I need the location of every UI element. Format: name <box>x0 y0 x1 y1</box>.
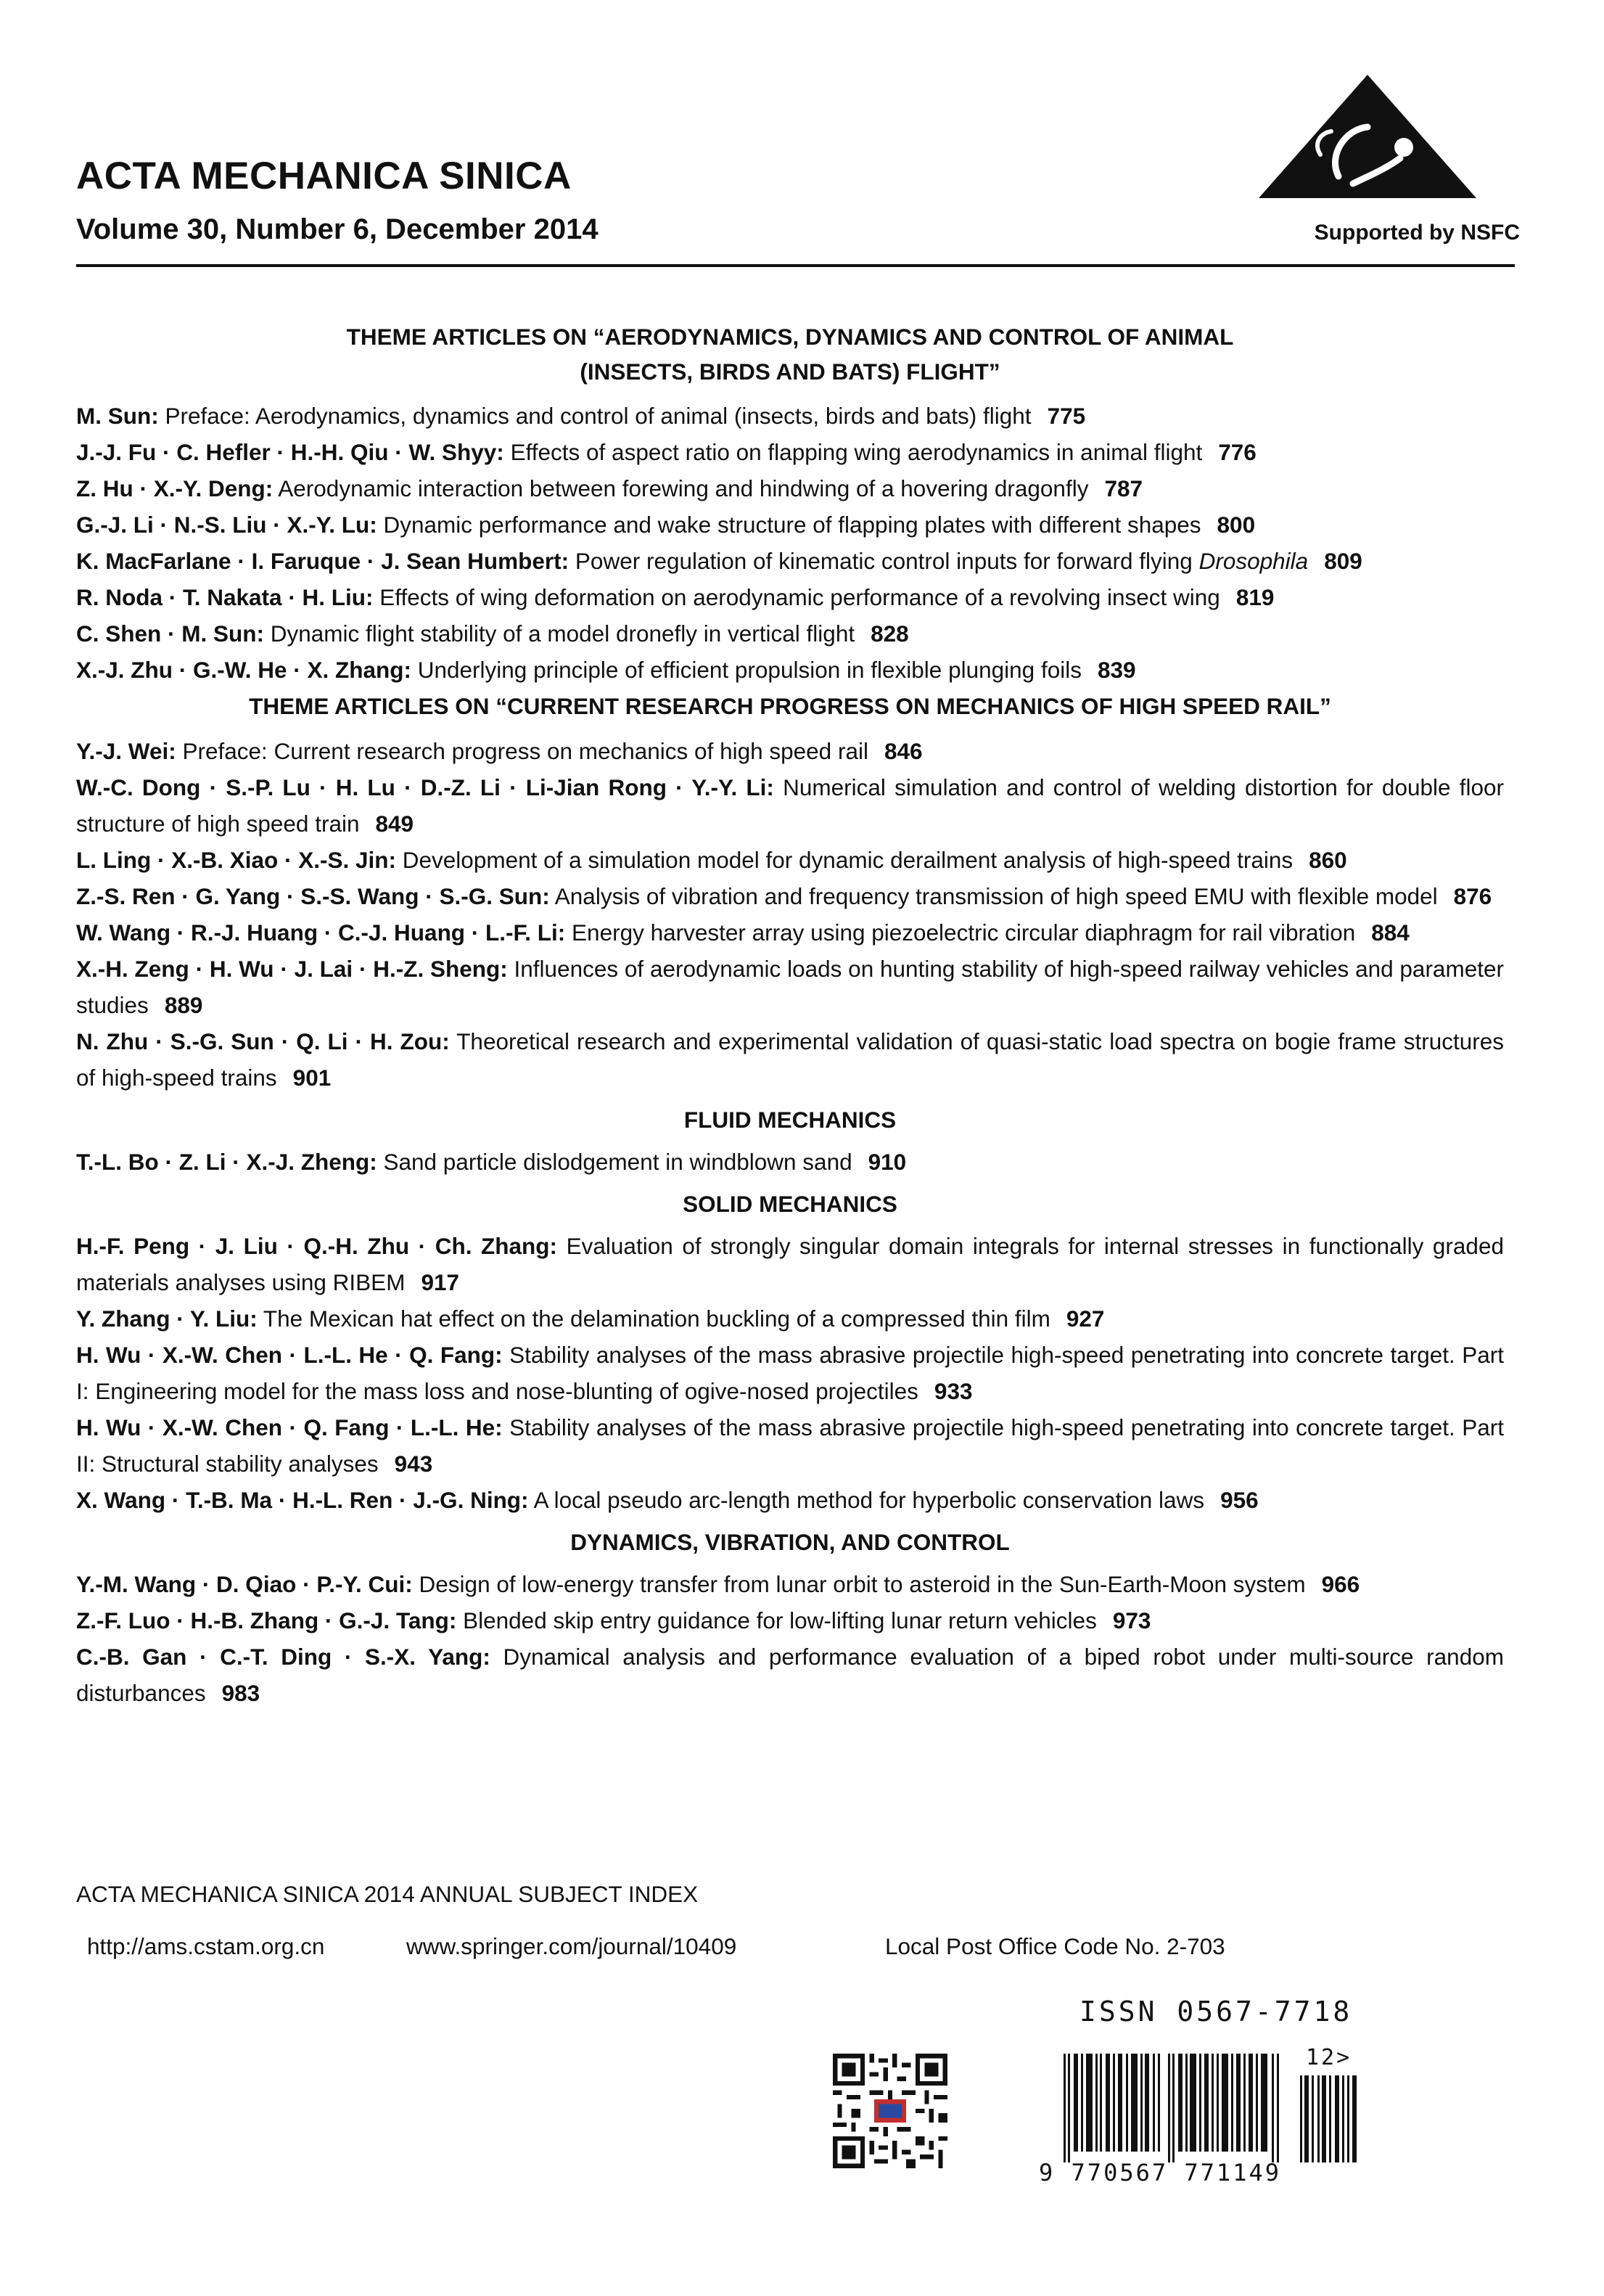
article-authors: Y.-M. Wang · D. Qiao · P.-Y. Cui: <box>76 1571 413 1597</box>
article-title: Aerodynamic interaction between forewing and hindwing of a hovering dragonfly <box>278 475 1089 501</box>
section-heading <box>76 1102 1504 1138</box>
article-entry[interactable] <box>76 1228 1504 1300</box>
section-heading-line: DYNAMICS, VIBRATION, AND CONTROL <box>570 1529 1010 1555</box>
springer-link[interactable]: www.springer.com/journal/10409 <box>406 1933 737 1959</box>
journal-website-link[interactable]: http://ams.cstam.org.cn <box>87 1933 325 1959</box>
article-title: Influences of aerodynamic loads on hunting stability of high-speed railway vehicles and parameter studies <box>76 956 1504 1018</box>
article-entry[interactable] <box>76 769 1504 842</box>
article-page: 839 <box>1097 657 1136 683</box>
article-authors: M. Sun: <box>76 403 159 429</box>
article-entry[interactable] <box>76 1023 1504 1096</box>
article-title-italic: Drosophila <box>1198 548 1309 574</box>
article-authors: H.-F. Peng · J. Liu · Q.-H. Zhu · Ch. Zhang: <box>76 1233 558 1259</box>
article-title: Blended skip entry guidance for low-lifting lunar return vehicles <box>463 1607 1097 1633</box>
article-authors: W.-C. Dong · S.-P. Lu · H. Lu · D.-Z. Li · Li-Jian Rong · Y.-Y. Li: <box>76 774 774 800</box>
article-title: Preface: Aerodynamics, dynamics and control of animal (insects, birds and bats) flight <box>165 403 1032 429</box>
article-title: Theoretical research and experimental validation of quasi-static load spectra on bogie frame structures of high-speed trains <box>76 1028 1505 1091</box>
article-title: The Mexican hat effect on the delamination buckling of a compressed thin film <box>263 1305 1050 1332</box>
article-authors: C.-B. Gan · C.-T. Ding · S.-X. Yang: <box>76 1644 490 1670</box>
article-page: 775 <box>1047 403 1086 429</box>
article-authors: Y.-J. Wei: <box>76 738 176 764</box>
article-entry[interactable] <box>76 1300 1504 1337</box>
article-page: 884 <box>1371 919 1410 946</box>
section-heading-line: THEME ARTICLES ON “AERODYNAMICS, DYNAMICS AND CONTROL OF ANIMAL <box>346 324 1234 350</box>
article-title: Sand particle dislodgement in windblown sand <box>383 1149 852 1175</box>
article-page: 966 <box>1321 1571 1360 1597</box>
article-entry[interactable] <box>76 733 1504 769</box>
article-authors: H. Wu · X.-W. Chen · Q. Fang · L.-L. He: <box>76 1414 503 1440</box>
article-page: 876 <box>1453 883 1492 909</box>
article-entry[interactable] <box>76 1602 1504 1639</box>
article-authors: C. Shen · M. Sun: <box>76 620 264 647</box>
table-of-contents <box>76 319 1504 1711</box>
section-heading-line: (INSECTS, BIRDS AND BATS) FLIGHT” <box>580 358 1000 385</box>
article-title: Dynamic performance and wake structure of flapping plates with different shapes <box>383 512 1201 538</box>
article-page: 933 <box>934 1378 973 1404</box>
article-page: 943 <box>394 1451 433 1477</box>
article-entry[interactable] <box>76 914 1504 951</box>
article-authors: Z.-F. Luo · H.-B. Zhang · G.-J. Tang: <box>76 1607 457 1633</box>
article-authors: X.-J. Zhu · G.-W. He · X. Zhang: <box>76 657 411 683</box>
article-title: Development of a simulation model for dynamic derailment analysis of high-speed trains <box>402 847 1294 873</box>
article-authors: Z. Hu · X.-Y. Deng: <box>76 475 273 501</box>
article-title: Analysis of vibration and frequency transmission of high speed EMU with flexible model <box>554 883 1438 909</box>
article-title: Effects of aspect ratio on flapping wing aerodynamics in animal flight <box>510 439 1203 465</box>
article-authors: Z.-S. Ren · G. Yang · S.-S. Wang · S.-G. Sun: <box>76 883 550 909</box>
article-authors: T.-L. Bo · Z. Li · X.-J. Zheng: <box>76 1149 377 1175</box>
article-title: Dynamic flight stability of a model dronefly in vertical flight <box>270 620 855 647</box>
section-heading <box>76 688 1504 724</box>
article-entry[interactable] <box>76 579 1504 615</box>
article-page: 910 <box>868 1149 907 1175</box>
article-authors: J.-J. Fu · C. Hefler · H.-H. Qiu · W. Shyy: <box>76 439 504 465</box>
article-entry[interactable] <box>76 507 1504 543</box>
barcode-digits: 9 770567 771149 <box>1039 2159 1281 2186</box>
header-rule <box>76 264 1515 267</box>
article-authors: K. MacFarlane · I. Faruque · J. Sean Humbert: <box>76 548 569 574</box>
article-entry[interactable] <box>76 1639 1504 1711</box>
annual-subject-index: ACTA MECHANICA SINICA 2014 ANNUAL SUBJECT INDEX <box>76 1881 699 1907</box>
barcode-icon <box>1064 2054 1281 2162</box>
qr-code-icon <box>833 2054 947 2168</box>
section-heading <box>76 1524 1504 1560</box>
section-heading-line: FLUID MECHANICS <box>683 1107 897 1133</box>
article-authors: X. Wang · T.-B. Ma · H.-L. Ren · J.-G. Ning: <box>76 1487 529 1513</box>
article-entry[interactable] <box>76 878 1504 914</box>
article-title: Underlying principle of efficient propulsion in flexible plunging foils <box>417 657 1082 683</box>
article-entry[interactable] <box>76 951 1504 1023</box>
article-title: Evaluation of strongly singular domain integrals for internal stresses in functionally graded materials analyses using RIBEM <box>76 1233 1504 1295</box>
volume-issue-line: Volume 30, Number 6, December 2014 <box>76 213 599 245</box>
article-title: Power regulation of kinematic control inputs for forward flying <box>575 548 1193 574</box>
article-page: 787 <box>1104 475 1143 501</box>
article-title: Numerical simulation and control of welding distortion for double floor structure of high speed train <box>76 774 1504 837</box>
article-page: 809 <box>1324 548 1362 574</box>
article-authors: N. Zhu · S.-G. Sun · Q. Li · H. Zou: <box>76 1028 450 1054</box>
article-page: 860 <box>1309 847 1347 873</box>
article-entry[interactable] <box>76 543 1504 579</box>
article-entry[interactable] <box>76 842 1504 878</box>
article-page: 901 <box>292 1065 332 1091</box>
article-entry[interactable] <box>76 398 1504 434</box>
article-entry[interactable] <box>76 1409 1504 1482</box>
article-page: 973 <box>1112 1607 1151 1633</box>
article-page: 927 <box>1066 1305 1105 1332</box>
article-authors: H. Wu · X.-W. Chen · L.-L. He · Q. Fang: <box>76 1342 503 1368</box>
article-authors: X.-H. Zeng · H. Wu · J. Lai · H.-Z. Sheng: <box>76 956 508 982</box>
article-entry[interactable] <box>76 434 1504 470</box>
article-title: Preface: Current research progress on mechanics of high speed rail <box>182 738 868 764</box>
article-authors: Y. Zhang · Y. Liu: <box>76 1305 258 1332</box>
article-page: 956 <box>1220 1487 1259 1513</box>
section-heading <box>76 1186 1504 1222</box>
article-authors: G.-J. Li · N.-S. Liu · X.-Y. Lu: <box>76 512 377 538</box>
article-title: Effects of wing deformation on aerodynamic performance of a revolving insect wing <box>379 584 1220 610</box>
article-entry[interactable] <box>76 470 1504 507</box>
section-heading-line: SOLID MECHANICS <box>683 1191 897 1217</box>
article-title: A local pseudo arc-length method for hyperbolic conservation laws <box>533 1487 1205 1513</box>
journal-title: ACTA MECHANICA SINICA <box>76 155 572 197</box>
article-page: 828 <box>871 620 909 647</box>
article-entry[interactable] <box>76 652 1504 688</box>
article-title: Stability analyses of the mass abrasive projectile high-speed penetrating into concrete target. Part I: Engineering model for the mass loss and nose-blunting of ogive-nosed projectiles <box>76 1342 1504 1404</box>
article-title: Stability analyses of the mass abrasive projectile high-speed penetrating into concrete target. Part II: Structural stability analyses <box>76 1414 1504 1477</box>
barcode-addon-digits: 12> <box>1306 2045 1352 2070</box>
article-title: Energy harvester array using piezoelectric circular diaphragm for rail vibration <box>572 919 1356 946</box>
article-page: 917 <box>421 1269 459 1295</box>
article-page: 776 <box>1218 439 1257 465</box>
article-page: 889 <box>164 992 203 1018</box>
article-entry[interactable] <box>76 1482 1504 1518</box>
issn-label: ISSN 0567-7718 <box>1079 1996 1353 2028</box>
section-heading <box>76 319 1504 389</box>
article-title: Design of low-energy transfer from lunar orbit to asteroid in the Sun-Earth-Moon system <box>419 1571 1306 1597</box>
article-page: 983 <box>221 1680 260 1706</box>
article-page: 846 <box>884 738 923 764</box>
article-entry[interactable] <box>76 1337 1504 1409</box>
article-authors: L. Ling · X.-B. Xiao · X.-S. Jin: <box>76 847 396 873</box>
supported-by-label: Supported by NSFC <box>1314 221 1520 245</box>
article-entry[interactable] <box>76 1566 1504 1602</box>
post-office-code: Local Post Office Code No. 2-703 <box>885 1933 1225 1959</box>
article-title: Dynamical analysis and performance evaluation of a biped robot under multi-source random disturbances <box>76 1644 1504 1706</box>
article-entry[interactable] <box>76 615 1504 652</box>
triangle-flyer-logo-icon <box>1259 75 1476 198</box>
article-page: 800 <box>1217 512 1256 538</box>
barcode-addon-icon <box>1300 2075 1358 2162</box>
section-heading-line: THEME ARTICLES ON “CURRENT RESEARCH PROGRESS ON MECHANICS OF HIGH SPEED RAIL” <box>249 693 1331 719</box>
article-authors: R. Noda · T. Nakata · H. Liu: <box>76 584 374 610</box>
article-page: 819 <box>1235 584 1275 610</box>
article-page: 849 <box>375 811 414 837</box>
article-entry[interactable] <box>76 1144 1504 1180</box>
article-authors: W. Wang · R.-J. Huang · C.-J. Huang · L.-F. Li: <box>76 919 566 946</box>
